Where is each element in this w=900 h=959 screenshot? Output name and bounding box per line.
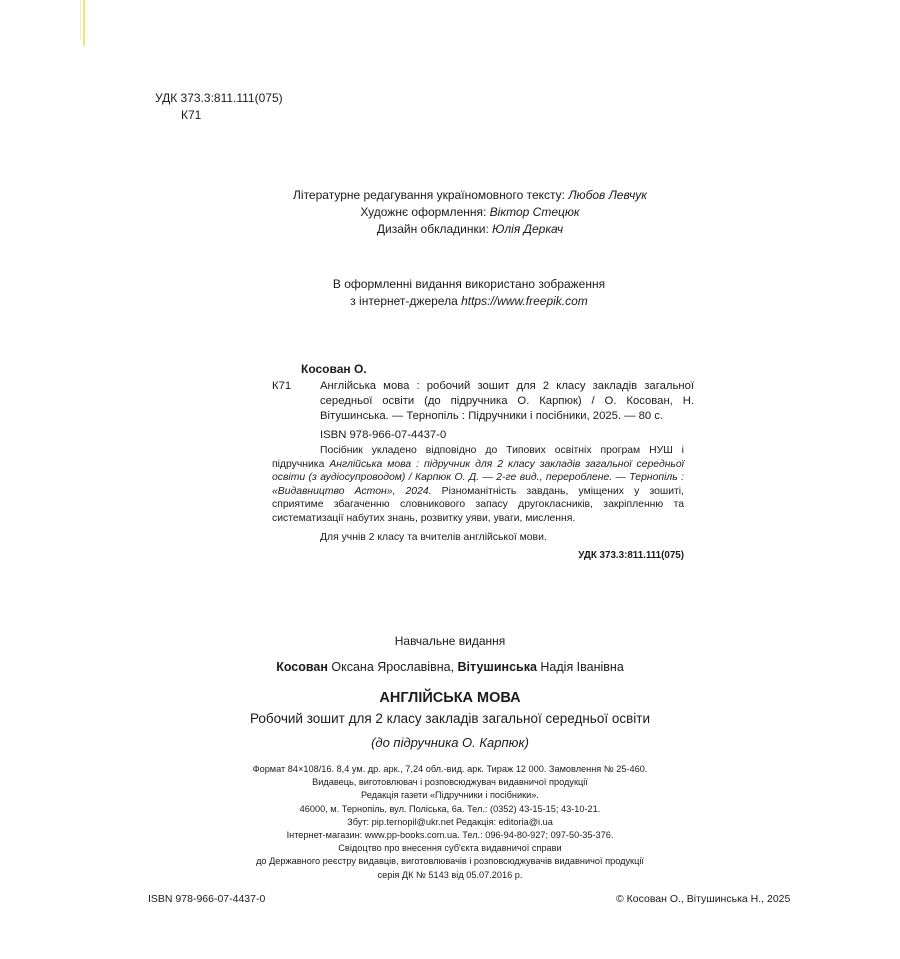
record-udc: УДК 373.3:811.111(075) (578, 550, 684, 561)
credit-literary-editing: Літературне редагування україномовного тексту: Любов Левчук (293, 188, 647, 202)
imprint-line: серія ДК № 5143 від 05.07.2016 р. (377, 869, 523, 880)
scan-edge-mark (83, 0, 85, 46)
authors-line: Косован Оксана Ярославівна, Вітушинська Надія Іванівна (276, 660, 624, 674)
freepik-link: https://www.freepik.com (461, 294, 588, 308)
book-subtitle: Робочий зошит для 2 класу закладів загальної середньої освіти (249, 711, 650, 726)
imprint-line: до Державного реєстру видавців, виготовлювачів і розповсюджувачів видавничої продукції (256, 856, 644, 867)
credits-block (0, 187, 900, 238)
book-subtitle-textbook: (до підручника О. Карпюк) (371, 735, 529, 750)
footer-isbn: ISBN 978-966-07-4437-0 (148, 893, 266, 905)
images-note (0, 276, 900, 310)
edition-type: Навчальне видання (394, 634, 506, 648)
images-note-line1: В оформленні видання використано зображення (332, 277, 606, 291)
images-note-line2: з інтернет-джерела https://www.freepik.com (350, 294, 588, 308)
imprint-line: Свідоцтво про внесення суб'єкта видавничої справи (338, 843, 562, 854)
scan-edge-mark (80, 0, 81, 40)
imprint-line: Інтернет-магазин: www.pp-books.com.ua. Тел.: 096-94-80-927; 097-50-35-376. (286, 830, 614, 841)
imprint-line: Редакція газети «Підручники і посібники». (361, 790, 539, 801)
record-description: Англійська мова : робочий зошит для 2 класу закладів загальної середньої освіти (до підручника О. Карпюк) / О. Косован, Н. Вітушинська. — Тернопіль : Підручники і посібники, 2025. — 80 с. (320, 380, 694, 422)
record-annotation: Посібник укладено відповідно до Типових освітніх програм НУШ і підручника Англійська мова : підручник для 2 класу закладів загальної середньої освіти (з аудіосупроводом) / Карпюк О. Д. — 2-ге вид., перероблене. — Тернопіль : «Видавництво Астон», 2024. Різноманітність завдань, уміщених у зошиті, сприятиме збагаченню словникового запасу другокласників, закріпленню та систематизації набутих знань, розвитку уяви, уваги, мислення. (272, 445, 684, 524)
credit-cover-design: Дизайн обкладинки: Юлія Деркач (376, 222, 564, 236)
book-title: АНГЛІЙСЬКА МОВА (379, 690, 521, 706)
imprint-block (0, 763, 900, 882)
credit-art-design: Художнє оформлення: Віктор Стецюк (360, 205, 580, 219)
imprint-line: Формат 84×108/16. 8,4 ум. др. арк., 7,24 обл.-вид. арк. Тираж 12 000. Замовлення № 25-460. (252, 764, 648, 774)
author-mark: К71 (181, 108, 202, 122)
udc-code: УДК 373.3:811.111(075) (155, 91, 283, 105)
imprint-line: Збут: pip.ternopil@ukr.net Редакція: editoria@i.ua (347, 816, 553, 827)
footer-copyright: © Косован О., Вітушинська Н., 2025 (616, 893, 791, 905)
record-audience: Для учнів 2 класу та вчителів англійської мови. (320, 532, 547, 543)
imprint-line: 46000, м. Тернопіль, вул. Поліська, 6а. Тел.: (0352) 43-15-15; 43-10-21. (299, 803, 601, 814)
record-author: Косован О. (301, 362, 367, 376)
record-author-mark: К71 (272, 380, 292, 392)
record-isbn: ISBN 978-966-07-4437-0 (320, 429, 447, 441)
imprint-line: Видавець, виготовлювач і розповсюджувач видавничої продукції (312, 777, 588, 788)
